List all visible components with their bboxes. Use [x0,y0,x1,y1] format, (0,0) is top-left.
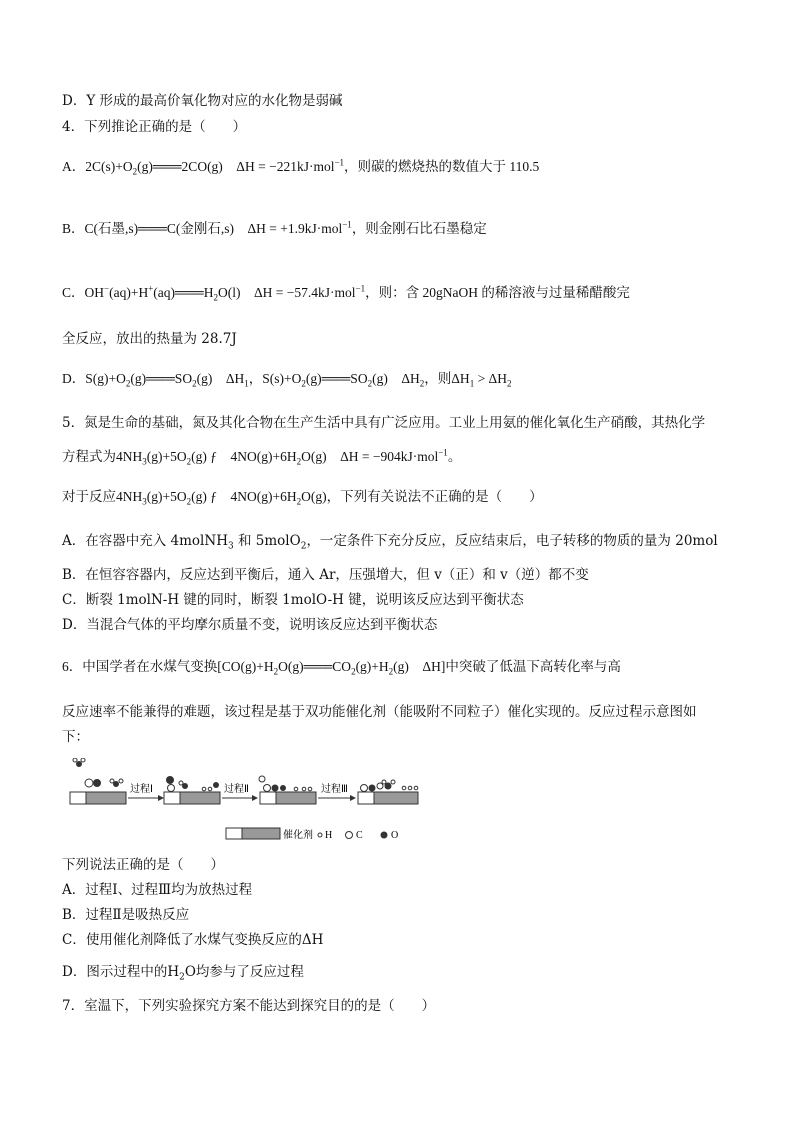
step-label-1: 过程Ⅰ [130,784,153,795]
text-run: 7．室温下，下列实验探究方案不能达到探究目的的是（ ） [62,998,436,1014]
diagram-circle [272,785,279,792]
q4-option-a [62,158,539,176]
text-run: D．图示过程中的H [62,964,180,980]
legend-c-marker [346,832,353,839]
text-run: (g) ƒ 4NO(g)+6H [191,489,297,504]
diagram-circle [202,787,206,791]
q3-option-d [62,92,343,110]
diagram-circle [168,785,175,792]
text-run: ，则ΔH [424,371,470,386]
q6-option-b [62,906,189,924]
text-run: D．Y 形成的最高价氧化物对应的水化物是弱碱 [62,93,343,109]
superscript: −1 [438,447,448,458]
text-run: D．S(g)+O [62,371,126,386]
text-run: C．断裂 1molN-H 键的同时，断裂 1molO-H 键，说明该反应达到平衡状态 [62,592,524,608]
diagram-circle [408,786,412,790]
diagram-circle [208,787,212,791]
text-run: (g) ΔH [196,371,245,386]
reaction-process-diagram [66,758,436,844]
diagram-circle [213,782,219,788]
text-run: 5．氮是生命的基础，氮及其化合物在生产生活中具有广泛应用。工业上用氨的催化氧化生产硝酸，其热化学 [62,415,706,431]
q5-option-d [62,616,437,634]
text-run: ，S(s)+O [248,371,302,386]
q5-option-b [62,566,589,584]
subscript: 2 [125,378,131,389]
diagram-rect [226,828,242,839]
q5-stem-line1 [62,414,705,432]
diagram-circle [179,781,183,785]
text-run: B．过程Ⅱ是吸热反应 [62,907,190,923]
text-run: O(g) ΔH = −904kJ·mol [301,449,439,464]
legend-c-label: C [356,830,363,841]
diagram-rect [276,792,316,804]
subscript: 2 [273,666,279,677]
diagram-rect [180,792,220,804]
q6-question [62,856,224,874]
text-run: (g) ΔH]中突破了低温下高转化率与高 [393,659,621,674]
q5-option-c [62,591,524,609]
q4-option-c [62,284,630,302]
text-run: (g) ƒ 4NO(g)+6H [191,449,297,464]
text-run: (g)═══SO [305,371,368,386]
superscript: −1 [334,157,345,168]
subscript: 3 [227,541,234,552]
text-run: C．使用催化剂降低了水煤气变换反应的ΔH [62,932,324,948]
subscript: 2 [367,378,373,389]
text-run: O均参与了反应过程 [184,964,304,980]
diagram-circle [377,783,383,789]
text-run: ，则金刚石比石墨稳定 [351,221,487,236]
text-run: A．过程Ⅰ、过程Ⅲ均为放热过程 [62,882,253,898]
text-run: (g)+5O [146,489,187,504]
subscript: 2 [296,496,302,507]
diagram-circle [280,785,286,791]
subscript: 2 [351,666,356,677]
subscript: 2 [506,378,512,389]
text-run: D．当混合气体的平均摩尔质量不变，说明该反应达到平衡状态 [62,617,438,633]
q7-stem [62,997,435,1015]
subscript: 3 [142,496,147,507]
subscript: 2 [301,378,306,389]
legend-h-marker [318,833,322,837]
legend-catalyst-label: 催化剂 [283,830,313,841]
subscript: 1 [469,378,475,389]
q6-option-c [62,931,323,949]
text-run: ，则碳的燃烧热的数值大于 110.5 [344,159,540,174]
diagram-circle [264,785,271,792]
diagram-rect [260,792,276,804]
diagram-rect [70,792,86,804]
diagram-rect [164,792,180,804]
legend-o-label: O [391,830,399,841]
subscript: 3 [142,456,147,467]
text-run: (g) ΔH [372,371,420,386]
diagram-circle [369,785,376,792]
text-run: A．在容器中充入 4molNH [62,533,228,549]
stage-3 [259,776,316,804]
text-run: 对于反应4NH [62,489,143,504]
text-run: (aq)+H [109,285,149,300]
text-run: (aq)═══H [153,285,214,300]
text-run: > ΔH [474,371,507,386]
molecule-atom [81,758,85,762]
superscript: + [148,283,154,294]
text-run: 反应速率不能兼得的难题，该过程是基于双功能催化剂（能吸附不同粒子）催化实现的。反应过程示意图如 [62,704,697,720]
legend-o-marker [381,832,388,839]
stage-1 [70,758,126,804]
text-run: 和 5molO [233,533,301,549]
subscript: 2 [388,666,394,677]
diagram-circle [119,779,123,783]
subscript: 2 [300,541,307,552]
q6-stem-line2 [62,703,697,721]
text-run: 下列说法正确的是（ ） [62,857,224,873]
text-run: (g)═══SO [130,371,193,386]
text-run: C．OH [62,285,105,300]
text-run: B．C(石墨,s)═══C(金刚石,s) ΔH = +1.9kJ·mol [62,221,343,236]
text-run: (g)═══2CO(g) ΔH = −221kJ·mol [137,159,335,174]
diagram-circle [294,787,298,791]
text-run: ，一定条件下充分反应，反应结束后，电子转移的物质的量为 20mol [306,533,718,549]
q4-option-d [62,370,511,388]
diagram-circle [110,779,114,783]
text-run: ，则：含 20gNaOH 的稀溶液与过量稀醋酸完 [365,285,630,300]
diagram-circle [414,786,418,790]
subscript: 2 [179,972,185,983]
text-run: (g)+H [355,659,389,674]
subscript: 2 [296,456,302,467]
text-run: 下： [62,729,89,745]
diagram-circle [308,787,312,791]
text-run: 全反应，放出的热量为 28.7J [62,331,237,347]
diagram-circle [391,780,395,784]
text-run: (g)+5O [146,449,187,464]
text-run: 方程式为4NH [62,449,143,464]
subscript: 2 [186,456,192,467]
text-run: 。 [447,449,462,464]
text-run: O(g)═══CO [278,659,352,674]
text-run: A．2C(s)+O [62,159,133,174]
diagram-circle [361,785,368,792]
q6-option-d [62,963,304,981]
diagram-legend [226,828,398,841]
subscript: 2 [132,166,138,177]
subscript: 2 [213,292,218,303]
text-run: O(l) ΔH = −57.4kJ·mol [217,285,356,300]
q6-option-a [62,881,252,899]
molecule-atom [76,761,82,767]
superscript: −1 [355,283,366,294]
subscript: 1 [244,378,249,389]
subscript: 2 [419,378,425,389]
diagram-circle [166,776,174,784]
subscript: 2 [192,378,197,389]
subscript: 2 [186,496,192,507]
q5-stem-line2 [62,448,461,466]
q5-stem-line3 [62,488,543,506]
text-run: 4．下列推论正确的是（ ） [62,119,247,135]
diagram-circle [402,786,406,790]
stage-2 [164,776,220,804]
q5-option-a [62,532,718,550]
superscript: −1 [342,219,352,230]
diagram-rect [374,792,418,804]
q4-stem [62,118,246,136]
diagram-rect [358,792,374,804]
q6-stem-line1 [62,658,621,676]
q4-option-c-continued [62,330,237,348]
q6-stem-line3 [62,728,89,746]
diagram-polygon [252,795,258,801]
text-run: O(g)，下列有关说法不正确的是（ ） [301,489,543,504]
molecule-atom [73,758,77,762]
text-run: 6．中国学者在水煤气变换[CO(g)+H [62,659,274,674]
superscript: − [104,283,110,294]
diagram-circle [302,787,306,791]
diagram-circle [382,780,386,784]
q4-option-b [62,220,487,238]
legend-h-label: H [325,830,333,841]
diagram-circle [85,779,93,787]
text-run: B．在恒容容器内，反应达到平衡后，通入 Ar，压强增大，但 v（正）和 v（逆）都不变 [62,567,589,583]
diagram-rect [86,792,126,804]
stage-4 [358,780,418,804]
diagram-circle [93,779,101,787]
step-label-2: 过程Ⅱ [224,784,249,795]
diagram-polygon [350,795,356,801]
diagram-polygon [158,795,164,801]
diagram-rect [242,828,280,839]
step-label-3: 过程Ⅲ [321,784,348,795]
diagram-circle [259,776,265,782]
